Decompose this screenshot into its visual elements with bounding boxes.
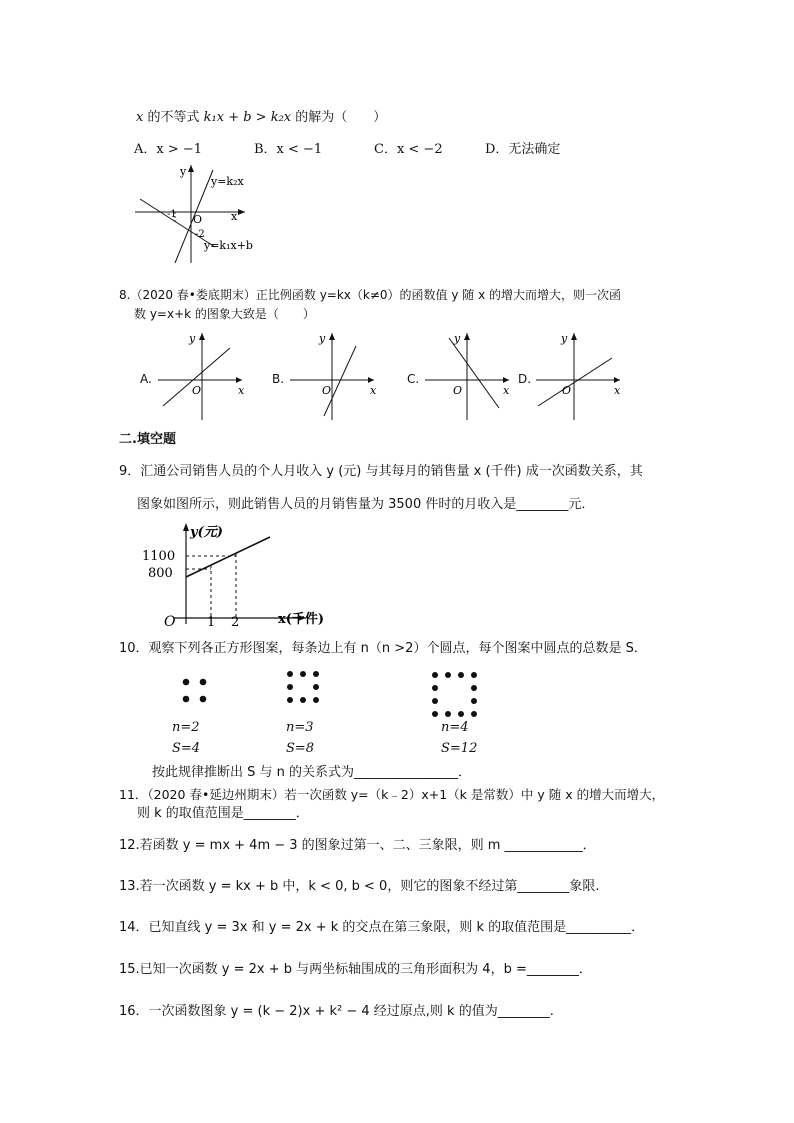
svg-text:O: O [562, 384, 572, 397]
q8-graph-b[interactable] [290, 330, 380, 420]
q9-tick-1: 1 [207, 615, 216, 630]
q7-option-a[interactable]: A．x > −1 [134, 142, 203, 157]
q7-math: k₁x + b > k₂x [203, 110, 292, 125]
q9-origin: O [164, 614, 176, 630]
svg-text:x: x [370, 384, 377, 397]
svg-text:y: y [189, 332, 196, 345]
q10-n-3: n=4 [441, 720, 469, 735]
q10-n-2: n=3 [286, 720, 314, 735]
q7-text1: 的不等式 [147, 110, 200, 125]
q8-line-a [163, 348, 230, 406]
q12-text: 12.若函数 y = mx + 4m − 3 的图象过第一、二、三象限，则 m ____________． [119, 838, 596, 853]
q7-label-y: y [180, 165, 187, 178]
q7-option-d[interactable]: D．无法确定 [485, 142, 561, 157]
q16-text: 16．一次函数图象 y = (k − 2)x + k² − 4 经过原点,则 k 的值为________. [119, 1004, 554, 1019]
section2-title: 二.填空题 [119, 432, 176, 447]
q7-label-x: x [231, 210, 238, 223]
svg-text:O: O [453, 384, 463, 397]
q7-text2: 的解为（ ） [295, 110, 387, 125]
q7-option-b[interactable]: B．x < −1 [254, 142, 323, 157]
q9-tick-1100: 1100 [142, 549, 176, 564]
svg-text:O: O [322, 384, 332, 397]
q9-x-label: x(千件) [278, 612, 325, 627]
svg-text:y: y [454, 332, 461, 345]
q10-s-2: S=8 [286, 741, 315, 756]
q8-line-c [449, 338, 499, 408]
q8-line-b [324, 346, 356, 416]
q10-s-3: S=12 [441, 741, 478, 756]
q8-option-a[interactable]: A. [140, 372, 152, 386]
q8-line2: 数 y=x+k 的图象大致是（ ） [134, 307, 315, 321]
q8-line1: 8.（2020 春•娄底期末）正比例函数 y=kx（k≠0）的函数值 y 随 x 的增大而增大，则一次函 [119, 288, 622, 302]
q8-graph-c[interactable] [425, 330, 515, 420]
q9-tick-800: 800 [148, 566, 173, 581]
q10-line1: 10．观察下列各正方形图案，每条边上有 n（n >2）个圆点，每个图案中圆点的总数是 S． [119, 641, 647, 656]
q11-line2: 则 k 的取值范围是________． [137, 806, 309, 821]
q10-pattern-2 [285, 669, 325, 709]
q8-graph-d[interactable] [536, 330, 626, 420]
q10-s-1: S=4 [172, 741, 201, 756]
q7-label-line2: y=k₁x+b [204, 239, 253, 252]
q9-tick-2: 2 [231, 615, 240, 630]
q7-label-neg1: -1 [167, 209, 177, 220]
q7-option-c[interactable]: C．x < −2 [374, 142, 443, 157]
q9-line [186, 537, 270, 577]
q13-text: 13.若一次函数 y = kx + b 中，k < 0, b < 0，则它的图象不经过第________象限. [119, 879, 600, 894]
q7-var: x [136, 110, 144, 125]
q10-pattern-1 [180, 676, 210, 706]
q7-graph [135, 165, 265, 265]
q8-graph-a[interactable] [158, 330, 248, 420]
q15-text: 15.已知一次函数 y = 2x + b 与两坐标轴围成的三角形面积为 4，b =________． [119, 962, 592, 977]
q9-line2: 图象如图所示，则此销售人员的月销售量为 3500 件时的月收入是________元． [137, 497, 595, 512]
q8-option-d[interactable]: D. [518, 372, 532, 386]
q14-text: 14．已知直线 y = 3x 和 y = 2x + k 的交点在第三象限，则 k 的取值范围是__________． [119, 920, 645, 935]
q7-label-neg2: -2 [195, 229, 205, 240]
svg-text:x: x [614, 384, 621, 397]
svg-text:x: x [238, 384, 245, 397]
q8-line-d [538, 358, 612, 406]
q9-graph [140, 520, 340, 630]
q9-y-label: y(元) [190, 525, 223, 540]
q7-label-line1: y=k₂x [211, 175, 244, 188]
svg-text:y: y [561, 332, 568, 345]
q7-label-o: O [193, 213, 203, 226]
q11-line1: 11．（2020 春•延边州期末）若一次函数 y=（k﹣2）x+1（k 是常数）中 y 随 x 的增大而增大， [119, 787, 665, 802]
q8-option-b[interactable]: B. [272, 372, 285, 386]
q10-pattern-3 [430, 670, 480, 720]
q10-conclusion: 按此规律推断出 S 与 n 的关系式为________________． [152, 765, 472, 780]
q10-n-1: n=2 [172, 720, 200, 735]
svg-text:O: O [192, 384, 202, 397]
svg-text:x: x [503, 384, 510, 397]
svg-text:y: y [319, 332, 326, 345]
q8-option-c[interactable]: C. [407, 372, 420, 386]
q9-line1: 9．汇通公司销售人员的个人月收入 y (元) 与其每月的销售量 x (千件) 成一次函数关系，其 [119, 464, 643, 479]
q7-stem [136, 110, 386, 126]
